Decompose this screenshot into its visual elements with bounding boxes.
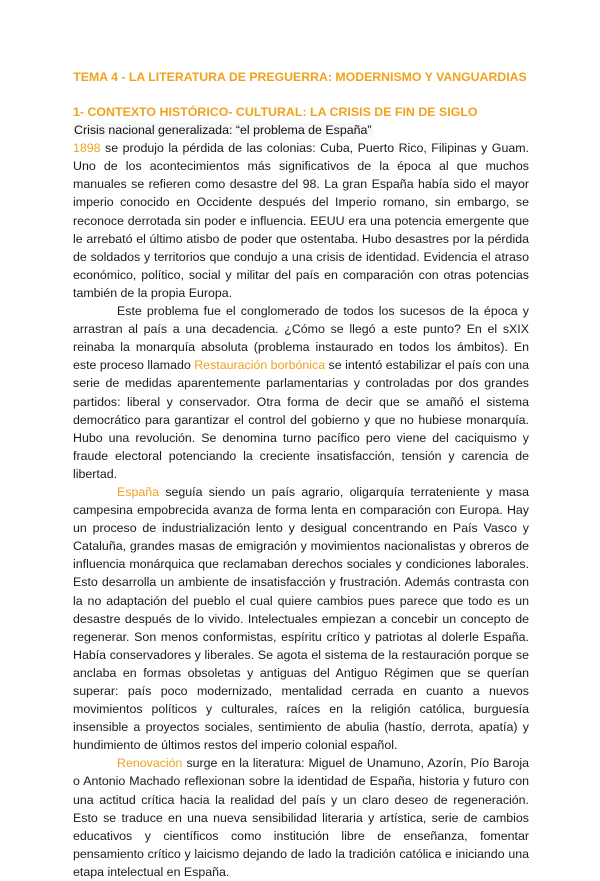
subheading-line xyxy=(73,121,529,139)
paragraph-text: surge en la literatura: Miguel de Unamuno, Azorín, Pío Baroja o Antonio Machado reflexionan sobre la identidad de España, historia y futuro con una actitud crítica hacia la realidad del país y un claro deseo de regeneración. Esto se traduce en una nueva sensibilidad literaria y artística, serie de cambios educativos y científicos como institución libre de enseñanza, fomentar pensamiento crítico y laicismo dejando de lado la tradición católica e iniciando una etapa intelectual en España. xyxy=(73,756,529,879)
document-title: TEMA 4 - LA LITERATURA DE PREGUERRA: MODERNISMO Y VANGUARDIAS xyxy=(73,70,527,84)
subheading: Crisis nacional generalizada: “el problema de España” xyxy=(74,123,372,138)
highlight-1898: 1898 xyxy=(73,141,101,156)
paragraph-renovacion xyxy=(73,754,529,881)
paragraph-text: se produjo la pérdida de las colonias: Cuba, Puerto Rico, Filipinas y Guam. Uno de los acontecimientos más significativos de la época al que muchos manuales se refieren como desastre del 98. La gran España había sido el mayor imperio conocido en Occidente después del Imperio romano, sin embargo, se reconoce derrotada sin poder e influencia. EEUU era una potencia emergente que le arrebató el último atisbo de poder que ostentaba. Hubo desastres por la pérdida de soldados y territorios que condujo a una crisis de identidad. Evidencia el atraso económico, político, social y militar del país en comparación con otras potencias también de la propia Europa. xyxy=(73,141,529,300)
highlight-espana: España xyxy=(117,484,160,499)
paragraph-text: seguía siendo un país agrario, oligarquía terrateniente y masa campesina empobrecida avanza de forma lenta en comparación con Europa. Hay un proceso de industrialización lento y desigual concentrando en País Vasco y Cataluña, grandes masas de emigración y movimientos nacionalistas y obreros de influencia monárquica que reclamaban derechos sociales y condiciones laborales. Esto desarrolla un ambiente de insatisfacción y frustración. Además contrasta con la no adaptación del pueblo el cual quiere cambios pues parece que todo es un desastre después de lo vivido. Intelectuales empiezan a concebir un concepto de regenerar. Son menos conformistas, espíritu crítico y patriotas al dolerle España. Había conservadores y liberales. Se agota el sistema de la restauración porque se anclaba en formas obsoletas y antiguas del Antiguo Régimen que se querían superar: país poco modernizado, mentalidad cerrada en cuanto a nuevos movimientos políticos y culturales, raíces en la religión católica, burguesía insensible a proyectos sociales, sentimiento de abulia (hastío, derrota, apatía) y hundimiento de últimos restos del imperio colonial español. xyxy=(73,484,529,753)
section-heading: 1- CONTEXTO HISTÓRICO- CULTURAL: LA CRISIS DE FIN DE SIGLO xyxy=(73,105,478,119)
paragraph-text-after: se intentó estabilizar el país con una serie de medidas aparentemente parlamentarias y controladas por dos grandes partidos: liberal y conservador. Otra forma de decir que se amañó el sistema democrático para garantizar el control del gobierno y que no hubiese monarquía. Hubo una revolución. Se denomina turno pacífico pero viene del caciquismo y fraude electoral potenciando la creciente insatisfacción, tensión y carencia de libertad. xyxy=(73,358,529,481)
document-body xyxy=(73,103,529,881)
highlight-renovacion: Renovación xyxy=(117,756,183,771)
paragraph-espana xyxy=(73,483,529,754)
paragraph-1898 xyxy=(73,139,529,302)
paragraph-restauracion xyxy=(73,302,529,483)
paragraph-text-before: Este problema fue el conglomerado de todos los sucesos de la época y arrastran al país a una decadencia. ¿Cómo se llegó a este punto? En el sXIX reinaba la monarquía absoluta (problema instaurado en todos los ámbitos). En este proceso llamado xyxy=(73,304,529,373)
highlight-restauracion: Restauración borbónica xyxy=(194,358,326,373)
